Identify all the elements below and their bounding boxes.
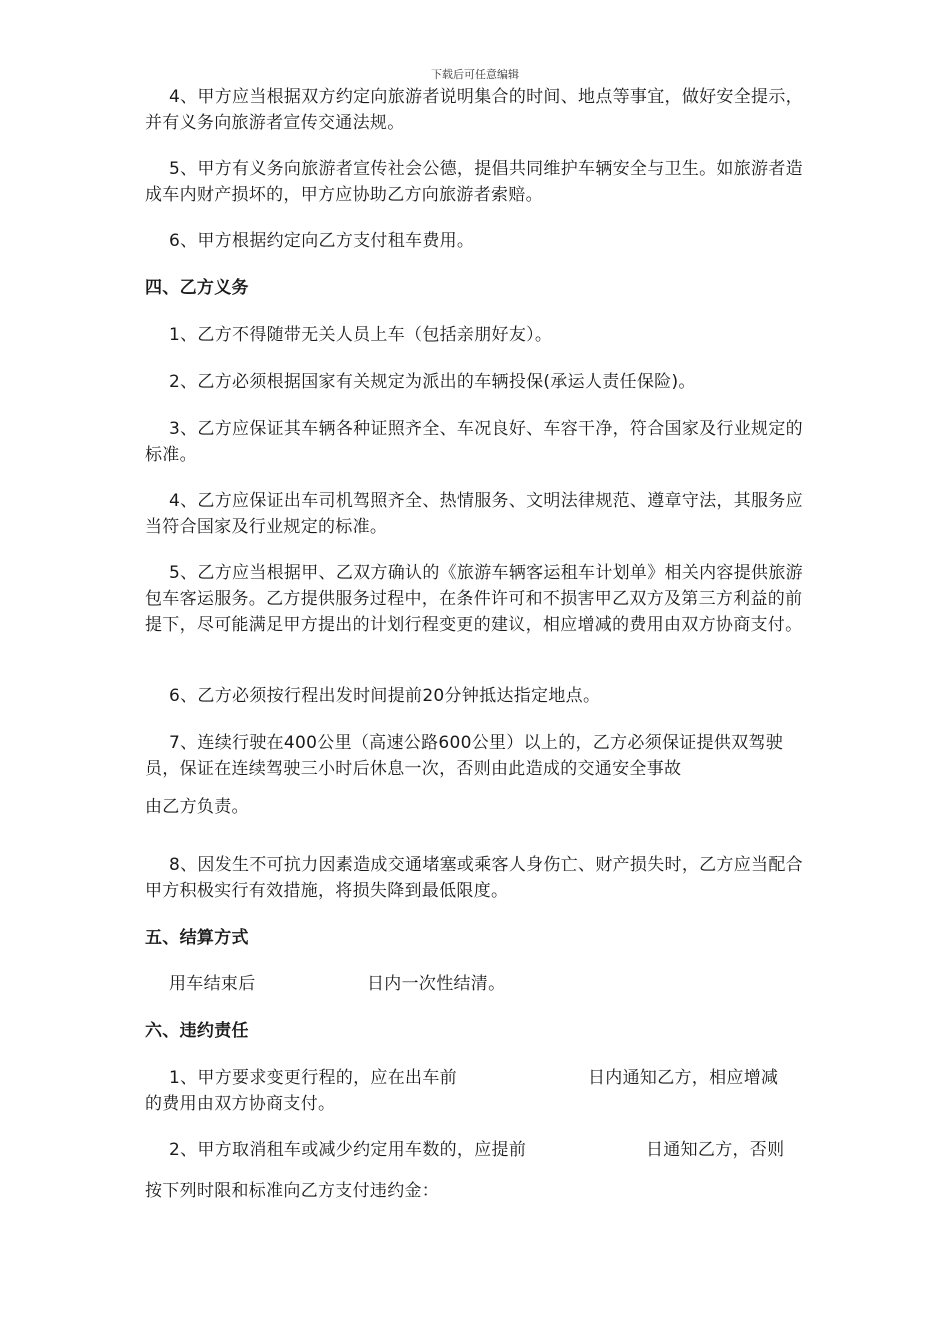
clause-b1: 1、乙方不得随带无关人员上车（包括亲朋好友）。 [169,325,553,345]
clause-b2: 2、乙方必须根据国家有关规定为派出的车辆投保(承运人责任保险)。 [169,372,696,392]
page-header-note: 下载后可任意编辑 [431,68,519,81]
clause-a4: 4、甲方应当根据双方约定向旅游者说明集合的时间、地点等事宜，做好安全提示，并有义务向旅游者宣传交通法规。 [145,87,803,133]
clause-b6: 6、乙方必须按行程出发时间提前20分钟抵达指定地点。 [169,686,601,706]
clause-b5: 5、乙方应当根据甲、乙双方确认的《旅游车辆客运租车计划单》相关内容提供旅游包车客运服务。乙方提供服务过程中，在条件许可和不损害甲乙双方及第三方利益的前提下，尽可能满足甲方提出的计划行程变更的建议，相应增减的费用由双方协商支付。 [145,563,803,635]
liability-1-left: 1、甲方要求变更行程的，应在出车前 [169,1068,457,1088]
liability-2-tail: 按下列时限和标准向乙方支付违约金： [145,1181,440,1201]
section-heading-4: 四、乙方义务 [145,278,249,298]
clause-b7-tail: 由乙方负责。 [145,797,249,817]
clause-b4: 4、乙方应保证出车司机驾照齐全、热情服务、文明法律规范、遵章守法，其服务应当符合国家及行业规定的标准。 [145,491,803,537]
clause-b8: 8、因发生不可抗力因素造成交通堵塞或乘客人身伤亡、财产损失时，乙方应当配合甲方积极实行有效措施，将损失降到最低限度。 [145,855,803,901]
clause-b3: 3、乙方应保证其车辆各种证照齐全、车况良好、车容干净，符合国家及行业规定的标准。 [145,419,803,465]
clause-a6: 6、甲方根据约定向乙方支付租车费用。 [169,231,475,251]
settlement-right: 日内一次性结清。 [367,974,506,994]
section-heading-6: 六、违约责任 [145,1021,249,1041]
clause-a5: 5、甲方有义务向旅游者宣传社会公德，提倡共同维护车辆安全与卫生。如旅游者造成车内财产损坏的，甲方应协助乙方向旅游者索赔。 [145,159,803,205]
liability-1-tail: 的费用由双方协商支付。 [145,1094,336,1114]
liability-2-right: 日通知乙方，否则 [646,1140,785,1160]
liability-2-left: 2、甲方取消租车或减少约定用车数的，应提前 [169,1140,527,1160]
settlement-left: 用车结束后 [169,974,256,994]
clause-b7: 7、连续行驶在400公里（高速公路600公里）以上的，乙方必须保证提供双驾驶员，保证在连续驾驶三小时后休息一次，否则由此造成的交通安全事故 [145,733,784,779]
section-heading-5: 五、结算方式 [145,928,249,948]
liability-1-right: 日内通知乙方，相应增减 [588,1068,779,1088]
